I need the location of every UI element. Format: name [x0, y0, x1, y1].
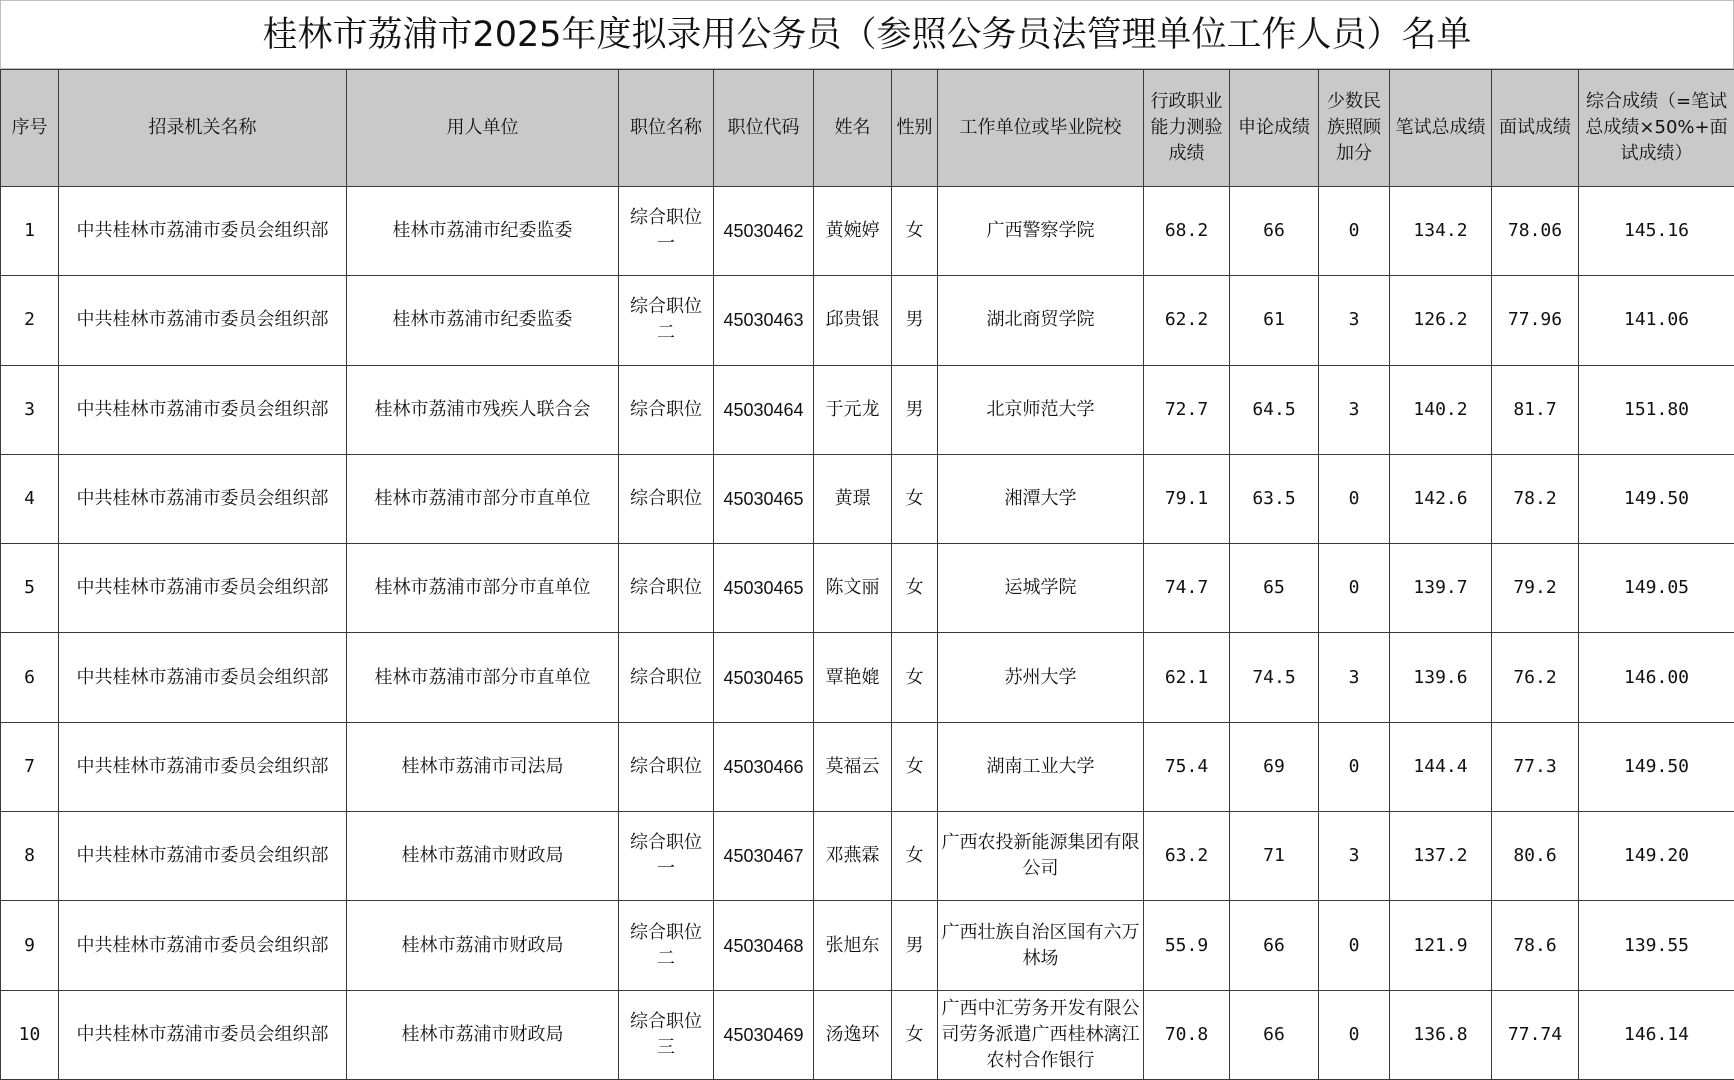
- cell-composite-score: 149.50: [1579, 454, 1734, 543]
- cell-position-name: 综合职位: [619, 454, 714, 543]
- cell-written-total: 139.6: [1390, 633, 1492, 722]
- cell-essay-score: 69: [1230, 722, 1319, 811]
- cell-index: 2: [1, 276, 59, 365]
- cell-position-code: 45030465: [714, 544, 814, 633]
- table-row: [1, 633, 1734, 722]
- header-col-position-name: 职位名称: [619, 70, 714, 187]
- cell-employer: 桂林市荔浦市纪委监委: [347, 187, 619, 276]
- cell-composite-score: 149.50: [1579, 722, 1734, 811]
- header-col-written-total: 笔试总成绩: [1390, 70, 1492, 187]
- cell-name: 邱贵银: [814, 276, 892, 365]
- cell-recruiting-agency: 中共桂林市荔浦市委员会组织部: [59, 633, 347, 722]
- cell-written-total: 137.2: [1390, 812, 1492, 901]
- cell-position-name: 综合职位二: [619, 276, 714, 365]
- cell-workplace-school: 广西农投新能源集团有限公司: [938, 812, 1144, 901]
- cell-workplace-school: 湖北商贸学院: [938, 276, 1144, 365]
- cell-interview-score: 81.7: [1492, 365, 1579, 454]
- cell-aptitude-score: 62.2: [1144, 276, 1230, 365]
- cell-recruiting-agency: 中共桂林市荔浦市委员会组织部: [59, 276, 347, 365]
- cell-gender: 女: [892, 812, 938, 901]
- cell-interview-score: 77.96: [1492, 276, 1579, 365]
- cell-name: 汤逸环: [814, 990, 892, 1079]
- cell-written-total: 121.9: [1390, 901, 1492, 990]
- cell-essay-score: 66: [1230, 901, 1319, 990]
- cell-gender: 女: [892, 454, 938, 543]
- cell-gender: 女: [892, 544, 938, 633]
- cell-essay-score: 71: [1230, 812, 1319, 901]
- header-col-name: 姓名: [814, 70, 892, 187]
- cell-position-code: 45030462: [714, 187, 814, 276]
- cell-written-total: 126.2: [1390, 276, 1492, 365]
- cell-index: 5: [1, 544, 59, 633]
- cell-position-name: 综合职位一: [619, 187, 714, 276]
- cell-position-name: 综合职位二: [619, 901, 714, 990]
- cell-gender: 男: [892, 365, 938, 454]
- cell-aptitude-score: 63.2: [1144, 812, 1230, 901]
- cell-interview-score: 77.74: [1492, 990, 1579, 1079]
- cell-index: 9: [1, 901, 59, 990]
- cell-position-code: 45030468: [714, 901, 814, 990]
- cell-written-total: 139.7: [1390, 544, 1492, 633]
- cell-position-code: 45030467: [714, 812, 814, 901]
- candidate-table: [0, 69, 1734, 1080]
- cell-written-total: 142.6: [1390, 454, 1492, 543]
- cell-written-total: 134.2: [1390, 187, 1492, 276]
- cell-name: 黄璟: [814, 454, 892, 543]
- cell-position-code: 45030466: [714, 722, 814, 811]
- cell-aptitude-score: 79.1: [1144, 454, 1230, 543]
- cell-minority-bonus: 0: [1319, 454, 1390, 543]
- cell-aptitude-score: 70.8: [1144, 990, 1230, 1079]
- table-body: [1, 187, 1734, 1080]
- cell-gender: 女: [892, 990, 938, 1079]
- cell-name: 陈文丽: [814, 544, 892, 633]
- cell-essay-score: 66: [1230, 187, 1319, 276]
- cell-aptitude-score: 72.7: [1144, 365, 1230, 454]
- cell-workplace-school: 苏州大学: [938, 633, 1144, 722]
- table-row: [1, 544, 1734, 633]
- header-col-index: 序号: [1, 70, 59, 187]
- header-col-essay-score: 申论成绩: [1230, 70, 1319, 187]
- cell-workplace-school: 广西中汇劳务开发有限公司劳务派遣广西桂林漓江农村合作银行: [938, 990, 1144, 1079]
- cell-written-total: 136.8: [1390, 990, 1492, 1079]
- cell-essay-score: 63.5: [1230, 454, 1319, 543]
- cell-position-name: 综合职位: [619, 544, 714, 633]
- cell-recruiting-agency: 中共桂林市荔浦市委员会组织部: [59, 544, 347, 633]
- cell-index: 3: [1, 365, 59, 454]
- cell-name: 邓燕霖: [814, 812, 892, 901]
- header-col-minority-bonus: 少数民族照顾加分: [1319, 70, 1390, 187]
- cell-composite-score: 141.06: [1579, 276, 1734, 365]
- cell-interview-score: 79.2: [1492, 544, 1579, 633]
- cell-minority-bonus: 0: [1319, 990, 1390, 1079]
- cell-recruiting-agency: 中共桂林市荔浦市委员会组织部: [59, 990, 347, 1079]
- cell-employer: 桂林市荔浦市财政局: [347, 812, 619, 901]
- cell-position-code: 45030465: [714, 633, 814, 722]
- cell-index: 6: [1, 633, 59, 722]
- cell-index: 7: [1, 722, 59, 811]
- header-col-composite-score: 综合成绩（=笔试总成绩×50%+面试成绩）: [1579, 70, 1734, 187]
- cell-workplace-school: 广西壮族自治区国有六万林场: [938, 901, 1144, 990]
- table-row: [1, 901, 1734, 990]
- cell-essay-score: 66: [1230, 990, 1319, 1079]
- cell-minority-bonus: 0: [1319, 187, 1390, 276]
- table-row: [1, 722, 1734, 811]
- cell-workplace-school: 北京师范大学: [938, 365, 1144, 454]
- cell-aptitude-score: 74.7: [1144, 544, 1230, 633]
- cell-employer: 桂林市荔浦市部分市直单位: [347, 633, 619, 722]
- cell-gender: 女: [892, 722, 938, 811]
- cell-interview-score: 78.06: [1492, 187, 1579, 276]
- cell-recruiting-agency: 中共桂林市荔浦市委员会组织部: [59, 365, 347, 454]
- cell-aptitude-score: 62.1: [1144, 633, 1230, 722]
- cell-index: 4: [1, 454, 59, 543]
- cell-recruiting-agency: 中共桂林市荔浦市委员会组织部: [59, 722, 347, 811]
- cell-gender: 女: [892, 187, 938, 276]
- cell-essay-score: 64.5: [1230, 365, 1319, 454]
- cell-recruiting-agency: 中共桂林市荔浦市委员会组织部: [59, 454, 347, 543]
- cell-position-name: 综合职位一: [619, 812, 714, 901]
- cell-written-total: 140.2: [1390, 365, 1492, 454]
- cell-index: 8: [1, 812, 59, 901]
- cell-recruiting-agency: 中共桂林市荔浦市委员会组织部: [59, 901, 347, 990]
- cell-minority-bonus: 3: [1319, 276, 1390, 365]
- cell-interview-score: 80.6: [1492, 812, 1579, 901]
- cell-composite-score: 149.05: [1579, 544, 1734, 633]
- cell-composite-score: 139.55: [1579, 901, 1734, 990]
- table-header-row: [1, 70, 1734, 187]
- cell-index: 10: [1, 990, 59, 1079]
- cell-aptitude-score: 55.9: [1144, 901, 1230, 990]
- cell-minority-bonus: 3: [1319, 812, 1390, 901]
- cell-interview-score: 76.2: [1492, 633, 1579, 722]
- table-row: [1, 812, 1734, 901]
- cell-recruiting-agency: 中共桂林市荔浦市委员会组织部: [59, 187, 347, 276]
- cell-recruiting-agency: 中共桂林市荔浦市委员会组织部: [59, 812, 347, 901]
- header-col-employer: 用人单位: [347, 70, 619, 187]
- cell-written-total: 144.4: [1390, 722, 1492, 811]
- header-col-workplace-school: 工作单位或毕业院校: [938, 70, 1144, 187]
- cell-name: 于元龙: [814, 365, 892, 454]
- cell-workplace-school: 湘潭大学: [938, 454, 1144, 543]
- header-col-position-code: 职位代码: [714, 70, 814, 187]
- header-col-recruiting-agency: 招录机关名称: [59, 70, 347, 187]
- cell-employer: 桂林市荔浦市部分市直单位: [347, 454, 619, 543]
- cell-composite-score: 145.16: [1579, 187, 1734, 276]
- cell-minority-bonus: 0: [1319, 722, 1390, 811]
- table-row: [1, 365, 1734, 454]
- cell-employer: 桂林市荔浦市财政局: [347, 990, 619, 1079]
- cell-essay-score: 74.5: [1230, 633, 1319, 722]
- cell-position-code: 45030463: [714, 276, 814, 365]
- cell-workplace-school: 运城学院: [938, 544, 1144, 633]
- cell-employer: 桂林市荔浦市残疾人联合会: [347, 365, 619, 454]
- cell-gender: 女: [892, 633, 938, 722]
- cell-name: 覃艳媲: [814, 633, 892, 722]
- cell-employer: 桂林市荔浦市财政局: [347, 901, 619, 990]
- cell-index: 1: [1, 187, 59, 276]
- cell-essay-score: 61: [1230, 276, 1319, 365]
- cell-composite-score: 149.20: [1579, 812, 1734, 901]
- cell-minority-bonus: 0: [1319, 544, 1390, 633]
- cell-workplace-school: 湖南工业大学: [938, 722, 1144, 811]
- cell-aptitude-score: 68.2: [1144, 187, 1230, 276]
- cell-position-name: 综合职位: [619, 365, 714, 454]
- cell-minority-bonus: 3: [1319, 633, 1390, 722]
- cell-composite-score: 151.80: [1579, 365, 1734, 454]
- cell-minority-bonus: 0: [1319, 901, 1390, 990]
- cell-minority-bonus: 3: [1319, 365, 1390, 454]
- cell-workplace-school: 广西警察学院: [938, 187, 1144, 276]
- cell-interview-score: 77.3: [1492, 722, 1579, 811]
- cell-interview-score: 78.2: [1492, 454, 1579, 543]
- cell-position-name: 综合职位: [619, 722, 714, 811]
- table-row: [1, 990, 1734, 1079]
- header-col-gender: 性别: [892, 70, 938, 187]
- cell-gender: 男: [892, 276, 938, 365]
- cell-position-name: 综合职位三: [619, 990, 714, 1079]
- cell-composite-score: 146.14: [1579, 990, 1734, 1079]
- cell-position-code: 45030469: [714, 990, 814, 1079]
- header-col-interview-score: 面试成绩: [1492, 70, 1579, 187]
- table-row: [1, 187, 1734, 276]
- page-title: 桂林市荔浦市2025年度拟录用公务员（参照公务员法管理单位工作人员）名单: [0, 0, 1734, 69]
- cell-aptitude-score: 75.4: [1144, 722, 1230, 811]
- cell-name: 张旭东: [814, 901, 892, 990]
- header-col-aptitude-score: 行政职业能力测验成绩: [1144, 70, 1230, 187]
- cell-position-code: 45030464: [714, 365, 814, 454]
- cell-name: 黄婉婷: [814, 187, 892, 276]
- cell-interview-score: 78.6: [1492, 901, 1579, 990]
- cell-composite-score: 146.00: [1579, 633, 1734, 722]
- cell-position-code: 45030465: [714, 454, 814, 543]
- table-row: [1, 276, 1734, 365]
- cell-employer: 桂林市荔浦市部分市直单位: [347, 544, 619, 633]
- cell-name: 莫福云: [814, 722, 892, 811]
- cell-gender: 男: [892, 901, 938, 990]
- table-row: [1, 454, 1734, 543]
- cell-employer: 桂林市荔浦市司法局: [347, 722, 619, 811]
- cell-position-name: 综合职位: [619, 633, 714, 722]
- cell-essay-score: 65: [1230, 544, 1319, 633]
- cell-employer: 桂林市荔浦市纪委监委: [347, 276, 619, 365]
